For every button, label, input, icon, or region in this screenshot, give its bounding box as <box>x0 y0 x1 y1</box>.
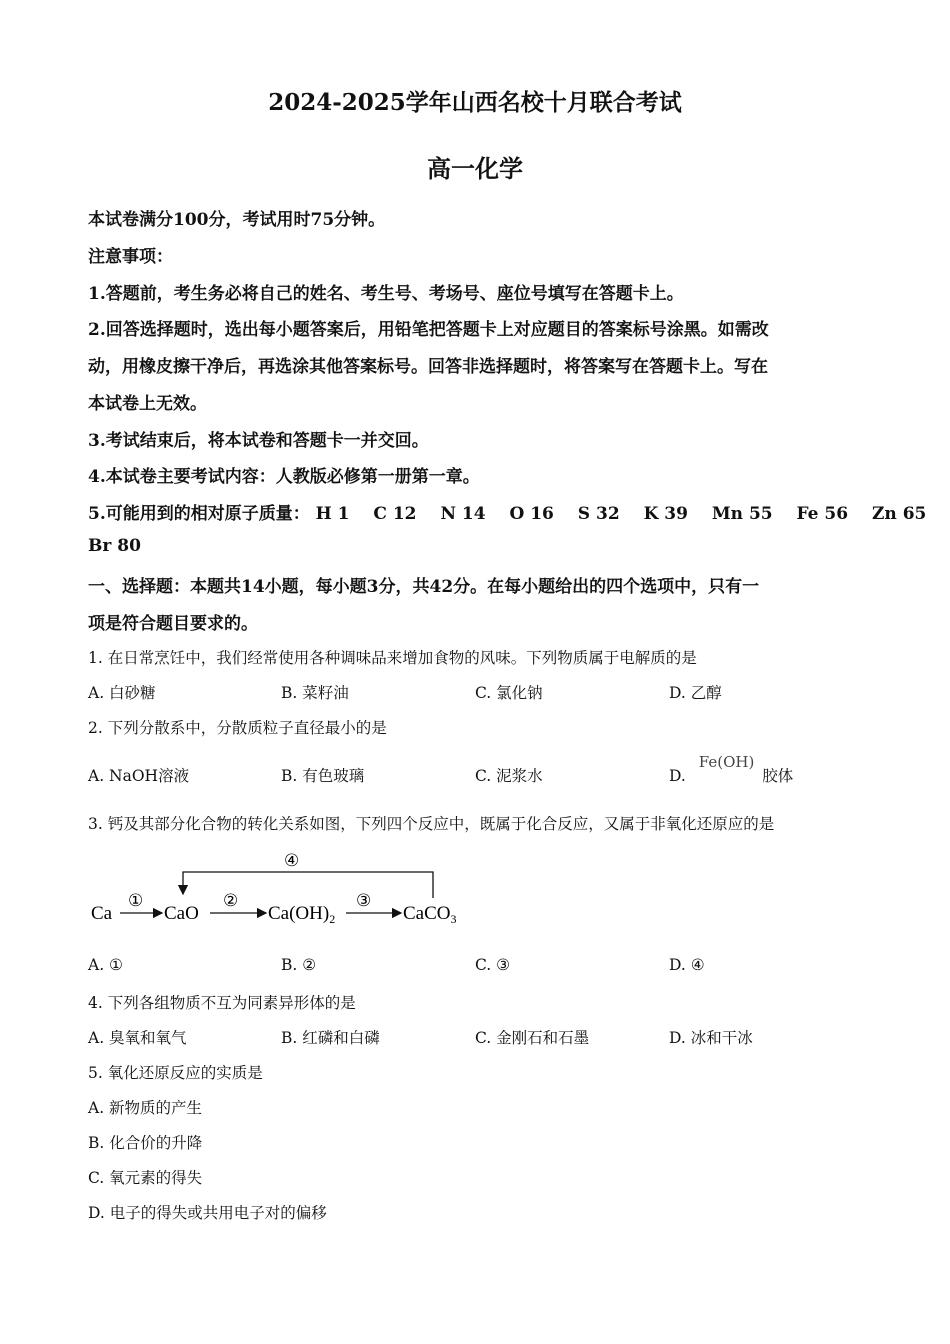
notice-item: 1.答题前，考生务必将自己的姓名、考生号、考场号、座位号填写在答题卡上。 <box>88 284 684 304</box>
cao-label: CaO <box>164 903 199 924</box>
notice-item: 2.回答选择题时，选出每小题答案后，用铅笔把答题卡上对应题目的答案标号涂黑。如需改 <box>88 320 769 340</box>
atomic-mass-line <box>88 499 926 524</box>
arrow-4 <box>183 872 433 898</box>
atom-mass: Fe 56 <box>796 504 849 524</box>
calcium-conversion-diagram <box>88 842 478 932</box>
question-1-stem: 1. 在日常烹饪中，我们经常使用各种调味品来增加食物的风味。下列物质属于电解质的是 <box>88 649 697 667</box>
atom-mass: Zn 65 <box>872 504 927 524</box>
subject-title: 高一化学 <box>427 154 523 183</box>
notice-title: 注意事项： <box>88 247 173 267</box>
caco3-subscript: 3 <box>450 912 457 926</box>
q5-option-a[interactable]: A. 新物质的产生 <box>88 1099 203 1117</box>
q3-option-a[interactable]: A. ① <box>88 956 123 974</box>
atom-mass: K 39 <box>643 504 688 524</box>
atom-mass: S 32 <box>577 504 620 524</box>
q5-option-c[interactable]: C. 氧元素的得失 <box>88 1169 203 1187</box>
q3-option-b[interactable]: B. ② <box>281 956 317 974</box>
notice-item: 本试卷上无效。 <box>88 394 207 414</box>
score-time-note: 本试卷满分100分，考试用时75分钟。 <box>88 210 386 230</box>
caco3-text: CaCO <box>403 903 451 924</box>
question-5-stem: 5. 氧化还原反应的实质是 <box>88 1064 263 1082</box>
q2-option-d-suffix: 胶体 <box>762 767 794 785</box>
atom-mass: Mn 55 <box>711 504 773 524</box>
q1-option-d[interactable]: D. 乙醇 <box>669 684 722 702</box>
exam-title: 2024-2025学年山西名校十月联合考试 <box>268 89 682 116</box>
q3-option-d[interactable]: D. ④ <box>669 956 705 974</box>
q1-option-b[interactable]: B. 菜籽油 <box>281 684 349 702</box>
q2-option-d[interactable] <box>669 753 794 786</box>
section-heading-cont: 项是符合题目要求的。 <box>88 614 258 634</box>
q4-option-d[interactable]: D. 冰和干冰 <box>669 1029 753 1047</box>
caoh2-subscript: 2 <box>329 912 336 926</box>
step-2-label: ② <box>223 891 239 911</box>
q4-option-a[interactable]: A. 臭氧和氧气 <box>88 1029 187 1047</box>
q4-option-b[interactable]: B. 红磷和白磷 <box>281 1029 380 1047</box>
q2-option-a[interactable]: A. NaOH溶液 <box>88 767 190 785</box>
section-heading: 一、选择题：本题共14小题，每小题3分，共42分。在每小题给出的四个选项中，只有一 <box>88 577 760 597</box>
caoh2-text: Ca(OH) <box>268 903 330 924</box>
ca-label: Ca <box>91 903 113 924</box>
question-4-stem: 4. 下列各组物质不互为同素异形体的是 <box>88 994 356 1012</box>
q1-option-a[interactable]: A. 白砂糖 <box>88 684 156 702</box>
fe-oh-formula: Fe(OH) <box>698 753 755 771</box>
q1-option-c[interactable]: C. 氯化钠 <box>475 684 543 702</box>
q2-option-d-label: D. <box>669 767 686 785</box>
q5-option-d[interactable]: D. 电子的得失或共用电子对的偏移 <box>88 1204 327 1222</box>
caoh2-label <box>268 903 335 926</box>
q2-option-b[interactable]: B. 有色玻璃 <box>281 767 365 785</box>
atom-mass-wrap: Br 80 <box>88 536 141 556</box>
q2-option-c[interactable]: C. 泥浆水 <box>475 767 543 785</box>
atomic-mass-label: 5.可能用到的相对原子质量： <box>88 504 310 524</box>
atom-mass: O 16 <box>509 504 554 524</box>
step-1-label: ① <box>128 891 144 911</box>
caco3-label <box>403 903 457 926</box>
notice-item: 3.考试结束后，将本试卷和答题卡一并交回。 <box>88 431 429 451</box>
atom-mass: H 1 <box>315 504 350 524</box>
step-3-label: ③ <box>356 891 372 911</box>
question-3-stem: 3. 钙及其部分化合物的转化关系如图，下列四个反应中，既属于化合反应，又属于非氧化还原应的是 <box>88 815 775 833</box>
q5-option-b[interactable]: B. 化合价的升降 <box>88 1134 203 1152</box>
atom-mass: N 14 <box>440 504 486 524</box>
q4-option-c[interactable]: C. 金刚石和石墨 <box>475 1029 590 1047</box>
notice-item: 动，用橡皮擦干净后，再选涂其他答案标号。回答非选择题时，将答案写在答题卡上。写在 <box>88 357 768 377</box>
notice-item: 4.本试卷主要考试内容：人教版必修第一册第一章。 <box>88 467 480 487</box>
step-4-label: ④ <box>284 851 300 871</box>
atom-mass: C 12 <box>373 504 417 524</box>
question-2-stem: 2. 下列分散系中，分散质粒子直径最小的是 <box>88 719 387 737</box>
q3-option-c[interactable]: C. ③ <box>475 956 511 974</box>
